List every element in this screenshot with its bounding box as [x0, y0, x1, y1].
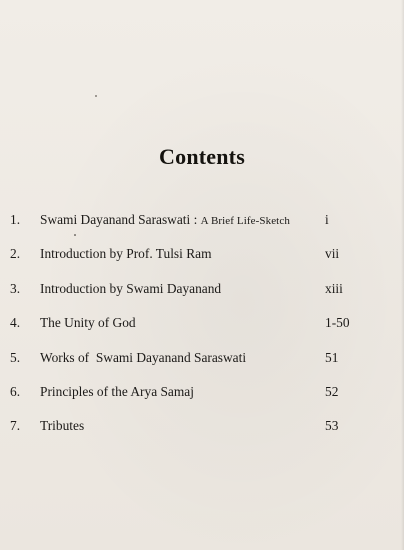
- entry-page: 51: [325, 350, 339, 365]
- toc-entry: [0, 416, 404, 436]
- entry-page: xiii: [325, 281, 343, 296]
- entry-number: 5.: [10, 350, 21, 365]
- entry-title: Introduction by Prof. Tulsi Ram: [40, 246, 212, 261]
- entry-number: 3.: [10, 281, 21, 296]
- toc-entry: [0, 382, 404, 402]
- paper-speck: [95, 95, 97, 97]
- entry-title: The Unity of God: [40, 315, 136, 330]
- entry-subtitle: A Brief Life-Sketch: [200, 215, 290, 227]
- entry-number: 1.: [10, 212, 21, 227]
- entry-number: 2.: [10, 246, 21, 261]
- entry-page: 52: [325, 384, 339, 399]
- toc-entry: [0, 348, 404, 368]
- entry-title: Introduction by Swami Dayanand: [40, 281, 222, 296]
- entry-title: Tributes: [40, 418, 85, 433]
- entry-title-main: Swami Dayanand Saraswati :: [40, 212, 201, 227]
- entry-title: Principles of the Arya Samaj: [40, 384, 194, 399]
- toc-entry: [0, 210, 404, 230]
- entry-page: 53: [325, 418, 339, 433]
- entry-page: 1-50: [325, 315, 350, 330]
- entry-title: Works of Swami Dayanand Saraswati: [40, 350, 247, 365]
- entry-number: 7.: [10, 418, 21, 433]
- toc-entry: [0, 279, 404, 299]
- entry-page: vii: [325, 246, 340, 261]
- entry-title: [40, 210, 290, 231]
- entry-page: i: [325, 212, 329, 227]
- paper-speck: [74, 234, 76, 236]
- toc-entry: [0, 244, 404, 264]
- contents-heading: Contents: [159, 144, 245, 169]
- entry-number: 6.: [10, 384, 21, 399]
- toc-entry: [0, 313, 404, 333]
- entry-number: 4.: [10, 315, 21, 330]
